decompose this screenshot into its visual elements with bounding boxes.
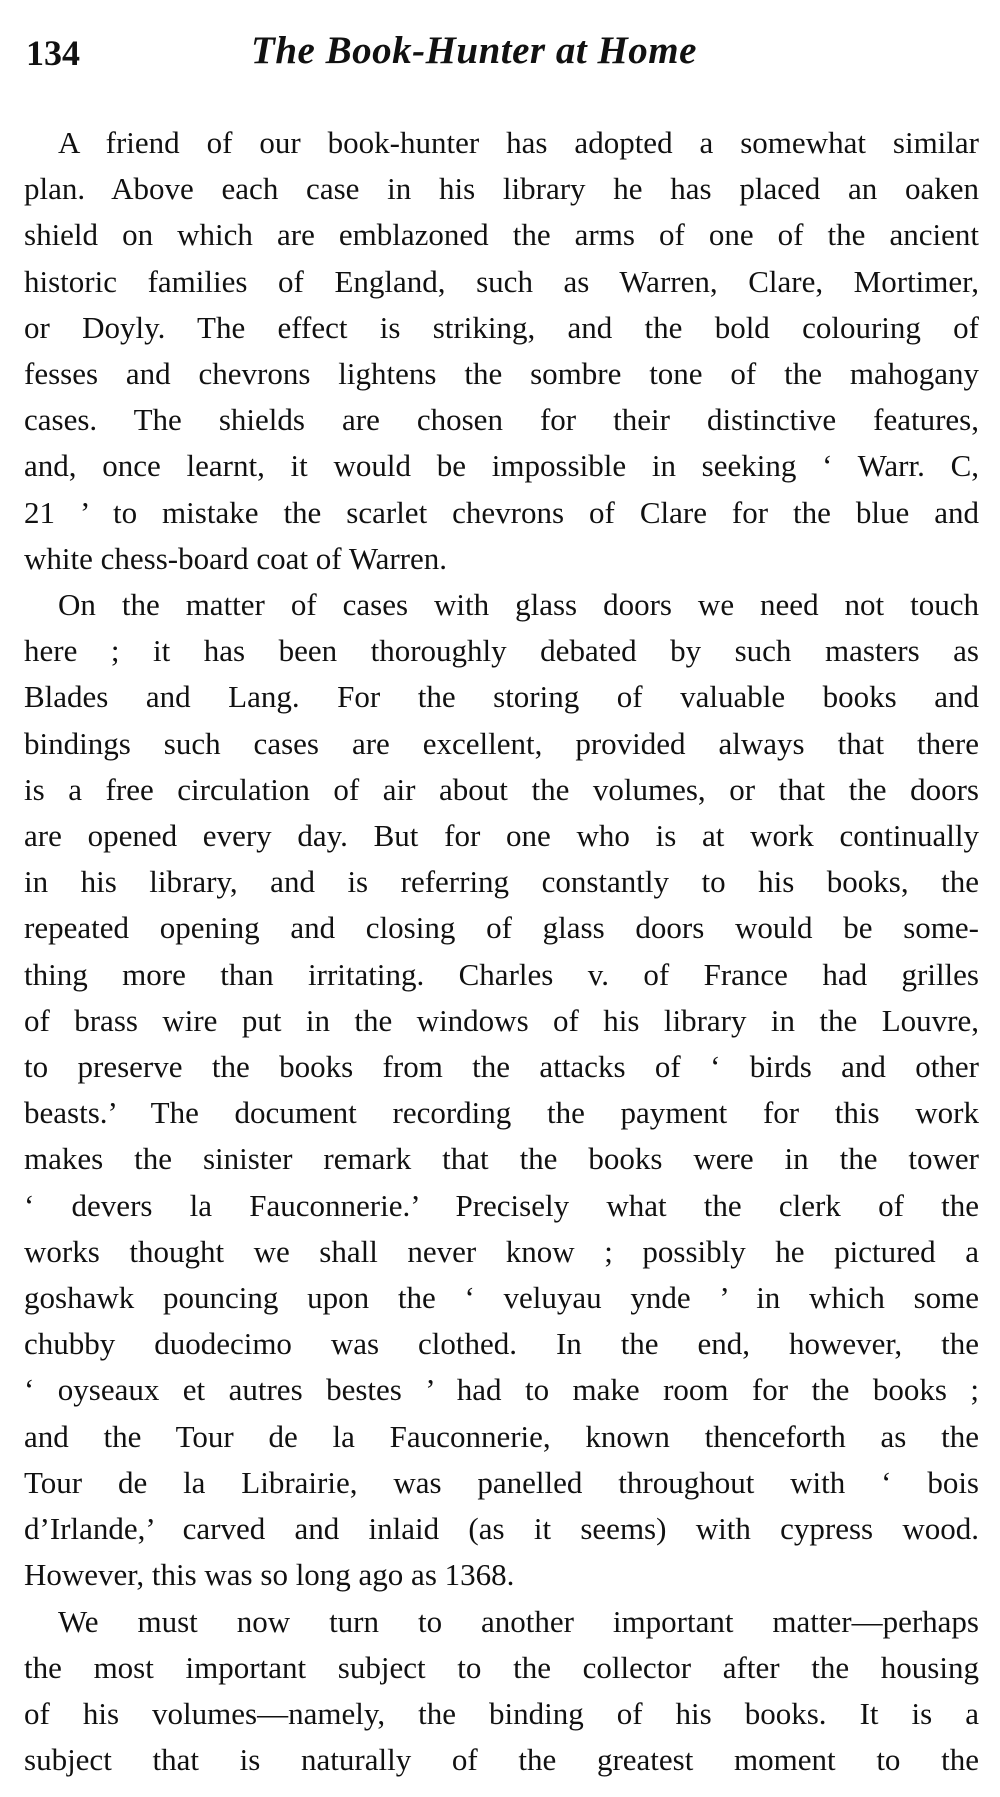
text-line: subject that is naturally of the greatest moment to the [24, 1742, 979, 1778]
text-line: makes the sinister remark that the books were in the tower [24, 1141, 979, 1177]
text-line: shield on which are emblazoned the arms of one of the ancient [24, 217, 979, 253]
text-line: ‘ oyseaux et autres bestes ’ had to make room for the books ; [24, 1372, 979, 1408]
text-line: cases. The shields are chosen for their distinctive features, [24, 402, 979, 438]
text-line: beasts.’ The document recording the payment for this work [24, 1095, 979, 1131]
running-head [24, 22, 979, 82]
text-line: of brass wire put in the windows of his library in the Louvre, [24, 1002, 979, 1038]
paragraph-1 [24, 120, 979, 582]
text-line: historic families of England, such as Warren, Clare, Mortimer, [24, 263, 979, 299]
text-line: thing more than irritating. Charles v. of France had grilles [24, 956, 979, 992]
text-line: repeated opening and closing of glass doors would be some- [24, 910, 979, 946]
text-line: However, this was so long ago as 1368. [24, 1557, 515, 1593]
text-line: ‘ devers la Fauconnerie.’ Precisely what the clerk of the [24, 1187, 979, 1223]
text-line: A friend of our book-hunter has adopted a somewhat similar [58, 125, 979, 160]
text-line: white chess-board coat of Warren. [24, 540, 448, 576]
text-line: 21 ’ to mistake the scarlet chevrons of Clare for the blue and [24, 494, 979, 530]
text-line: the most important subject to the collector after the housing [24, 1649, 979, 1685]
text-line: works thought we shall never know ; possibly he pictured a [24, 1233, 979, 1269]
text-line: We must now turn to another important matter—perhaps [58, 1603, 979, 1639]
text-line: or Doyly. The effect is striking, and the bold colouring of [24, 309, 979, 345]
page-number: 134 [26, 33, 80, 73]
text-line: d’Irlande,’ carved and inlaid (as it seems) with cypress wood. [24, 1511, 979, 1547]
body-text [24, 120, 979, 1783]
book-page [24, 0, 979, 1797]
paragraph-3 [24, 1599, 979, 1784]
text-line: plan. Above each case in his library he has placed an oaken [24, 171, 979, 207]
text-line: of his volumes—namely, the binding of his books. It is a [24, 1695, 979, 1731]
text-line: goshawk pouncing upon the ‘ veluyau ynde ’ in which some [24, 1280, 979, 1316]
text-line: in his library, and is referring constantly to his books, the [24, 864, 979, 900]
text-line: is a free circulation of air about the volumes, or that the doors [24, 771, 979, 807]
text-line: and, once learnt, it would be impossible in seeking ‘ Warr. C, [24, 448, 979, 484]
text-line: chubby duodecimo was clothed. In the end, however, the [24, 1326, 979, 1362]
text-line: and the Tour de la Fauconnerie, known thenceforth as the [24, 1418, 979, 1454]
text-line: to preserve the books from the attacks of ‘ birds and other [24, 1049, 979, 1085]
running-title: The Book-Hunter at Home [251, 29, 697, 72]
text-line: are opened every day. But for one who is at work continually [24, 818, 979, 854]
paragraph-2 [24, 582, 979, 1598]
text-line: Tour de la Librairie, was panelled throughout with ‘ bois [24, 1464, 979, 1500]
text-line: Blades and Lang. For the storing of valuable books and [24, 679, 979, 715]
text-line: fesses and chevrons lightens the sombre tone of the mahogany [24, 356, 979, 392]
text-line: bindings such cases are excellent, provided always that there [24, 725, 979, 761]
text-line: On the matter of cases with glass doors we need not touch [58, 587, 979, 623]
text-line: here ; it has been thoroughly debated by such masters as [24, 633, 979, 669]
